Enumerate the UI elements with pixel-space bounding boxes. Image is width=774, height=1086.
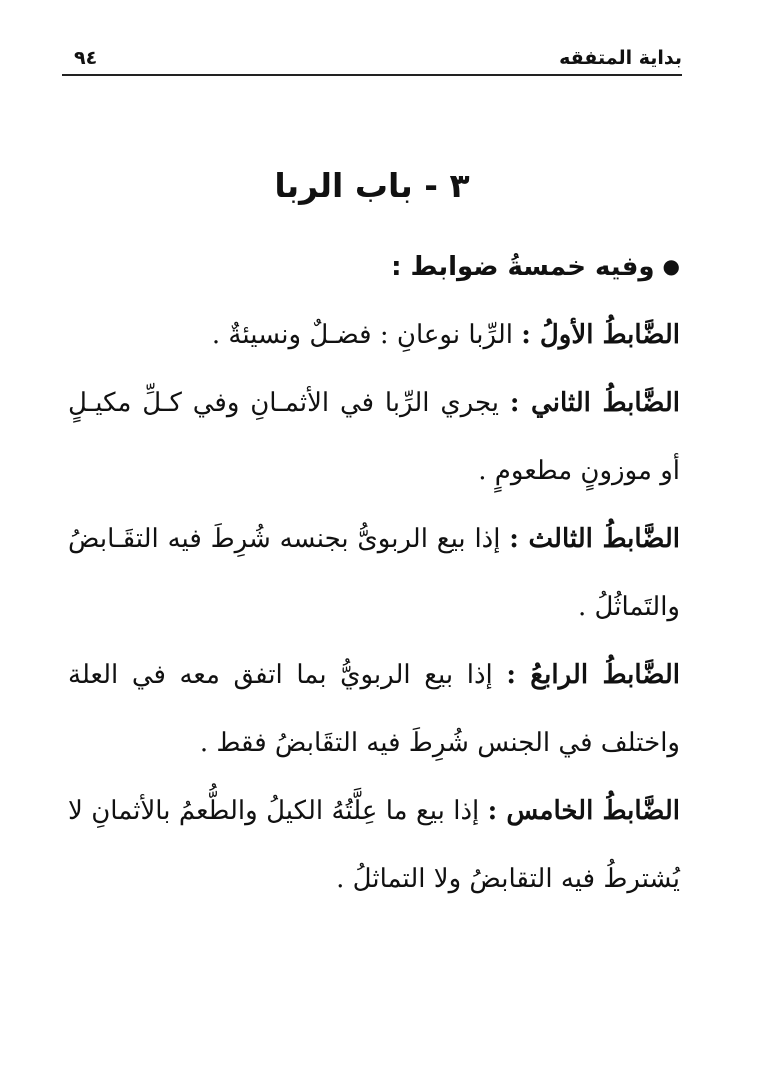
chapter-title: ٣ - باب الربا: [274, 166, 470, 206]
bullet-icon: ●: [662, 254, 680, 278]
rule-label: الضَّابطُ الرابعُ :: [506, 660, 680, 690]
intro-text: وفيه خمسةُ ضوابط :: [391, 252, 655, 282]
rule-label: الضَّابطُ الثالث :: [509, 524, 680, 554]
rule-label: الضَّابطُ الخامس :: [487, 796, 680, 826]
rule-paragraph: [68, 369, 680, 505]
page-header: [62, 46, 682, 76]
rule-paragraph: [68, 777, 680, 913]
rule-text: إذا بيع الربوىُّ بجنسه شُرِطَ فيه التقَـابضُ والتَماثُلُ .: [68, 524, 680, 622]
page-content: [68, 232, 680, 913]
rule-label: الضَّابطُ الأولُ :: [521, 320, 680, 350]
rule-text: إذا بيع الربويُّ بما اتفق معه في العلة واختلف في الجنس شُرِطَ فيه التقَابضُ فقط .: [68, 660, 680, 758]
book-title: بداية المتفقه: [559, 47, 682, 69]
rule-paragraph: [68, 505, 680, 641]
rule-label: الضَّابطُ الثاني :: [509, 388, 680, 418]
rule-paragraph: [68, 301, 680, 369]
rule-text: الرِّبا نوعانِ : فضـلٌ ونسيئةٌ .: [211, 320, 522, 350]
rule-text: يجري الرِّبا في الأثمـانِ وفي كـلِّ مكيـلٍ أو موزونٍ مطعومٍ .: [68, 388, 680, 486]
rule-text: إذا بيع ما عِلَّتُهُ الكيلُ والطُّعمُ بالأثمانِ لا يُشترطُ فيه التقابضُ ولا التماثلُ .: [68, 796, 680, 894]
page-number: ٩٤: [74, 47, 98, 69]
rule-paragraph: [68, 641, 680, 777]
intro-line: [68, 232, 680, 301]
